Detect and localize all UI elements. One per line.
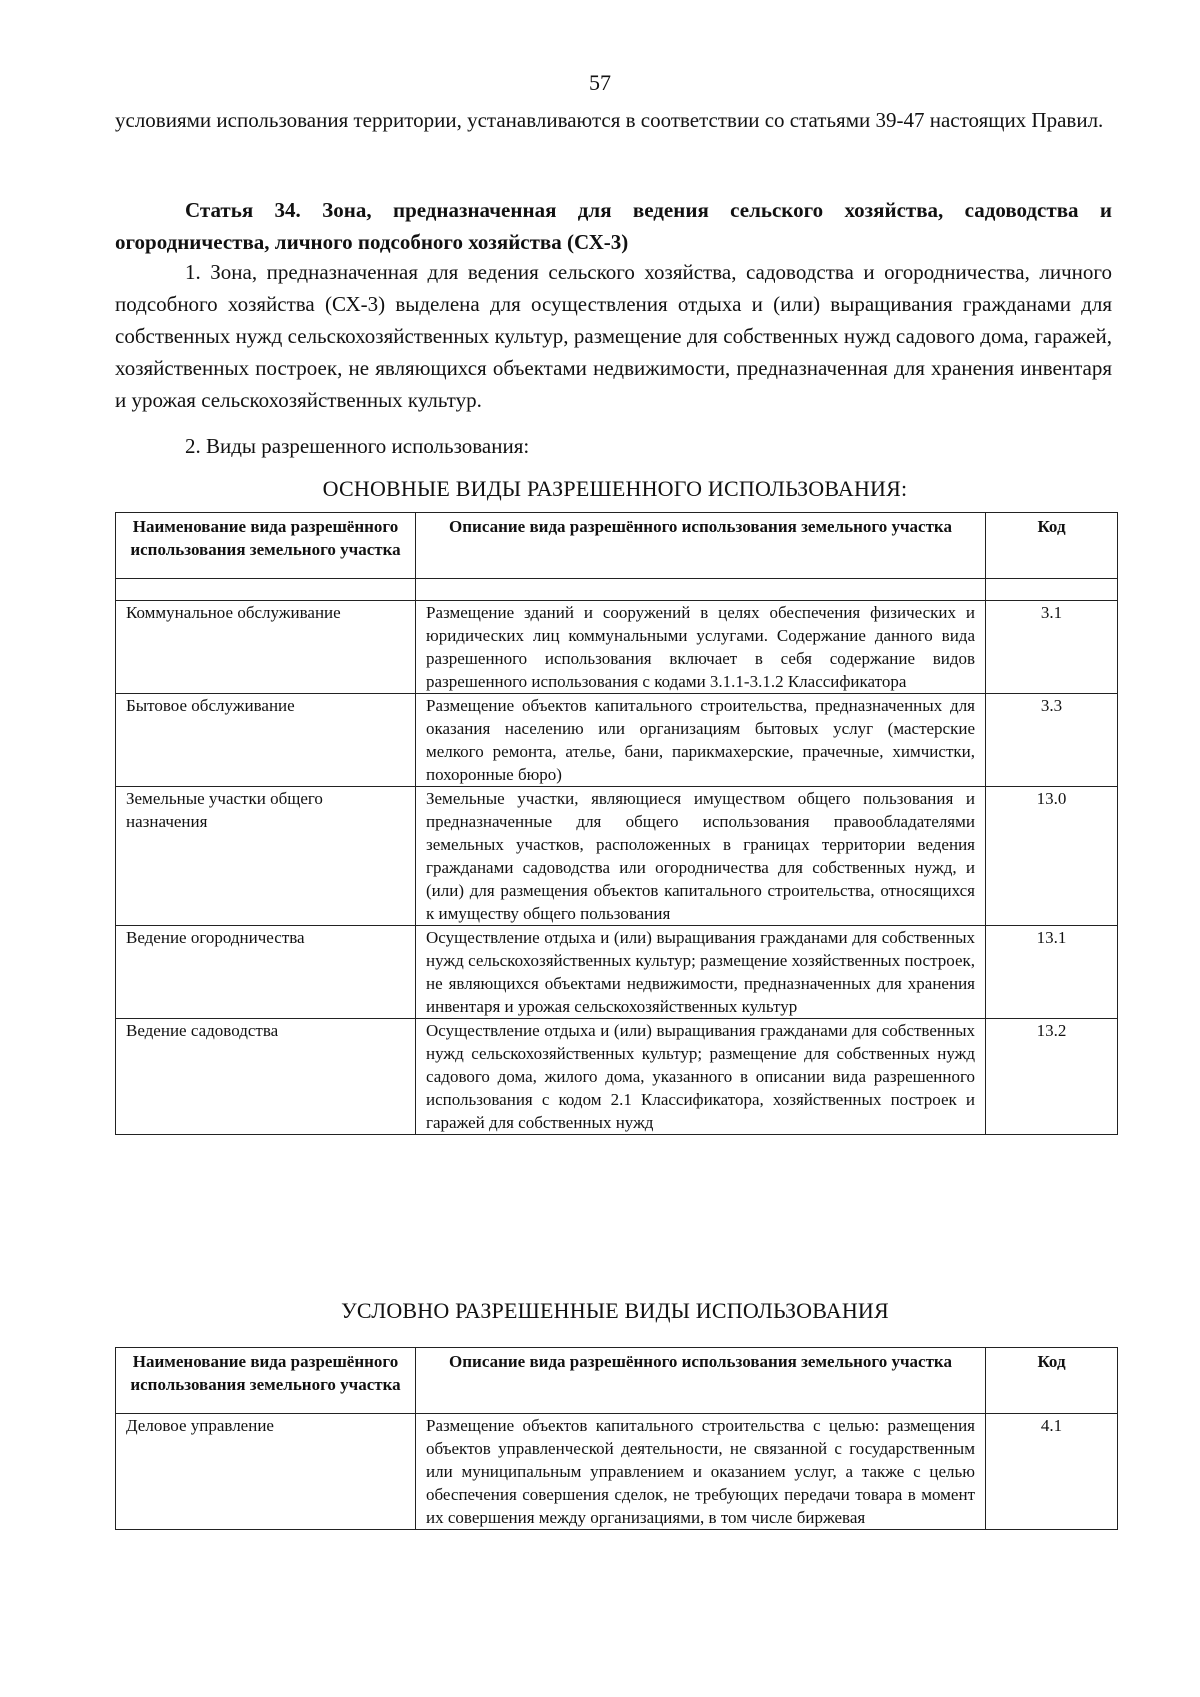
article-heading-text: Статья 34. Зона, предназначенная для ведения сельского хозяйства, садоводства и огородничества, личного подсобного хозяйства (СХ-3) — [115, 198, 1112, 254]
row-description: Размещение объектов капитального строительства, предназначенных для оказания населению или организациям бытовых услуг (мастерские мелкого ремонта, ателье, бани, парикмахерские, прачечные, химчистки, похоронные бюро) — [416, 694, 986, 787]
page-number: 57 — [589, 70, 611, 95]
article-heading — [115, 194, 1112, 258]
table-header-row — [116, 1348, 1118, 1414]
row-name: Деловое управление — [116, 1414, 416, 1530]
row-code: 4.1 — [986, 1414, 1118, 1530]
row-name: Ведение садоводства — [116, 1019, 416, 1135]
header-description: Описание вида разрешённого использования земельного участка — [416, 513, 986, 579]
row-name: Коммунальное обслуживание — [116, 601, 416, 694]
paragraph-1-text: 1. Зона, предназначенная для ведения сельского хозяйства, садоводства и огородничества, личного подсобного хозяйства (СХ-3) выделена для осуществления отдыха и (или) выращивания гражданами для собственных нужд сельскохозяйственных культур, размещение для собственных нужд садового дома, гаражей, хозяйственных построек, не являющихся объектами недвижимости, предназначенная для хранения инвентаря и урожая сельскохозяйственных культур. — [115, 260, 1112, 412]
table-empty-row — [116, 579, 1118, 601]
row-code: 3.3 — [986, 694, 1118, 787]
row-name: Земельные участки общего назначения — [116, 787, 416, 926]
main-uses-table — [115, 512, 1118, 1135]
row-name: Бытовое обслуживание — [116, 694, 416, 787]
table-row — [116, 694, 1118, 787]
row-description: Земельные участки, являющиеся имуществом общего пользования и предназначенные для общего использования правообладателями земельных участков, расположенных в границах территории ведения гражданами садоводства или огородничества для собственных нужд, и (или) для размещения объектов капитального строительства, относящихся к имуществу общего пользования — [416, 787, 986, 926]
table-row — [116, 926, 1118, 1019]
row-code: 13.0 — [986, 787, 1118, 926]
header-code: Код — [986, 513, 1118, 579]
row-code: 13.2 — [986, 1019, 1118, 1135]
conditional-uses-table — [115, 1347, 1118, 1530]
paragraph-2 — [115, 430, 1112, 462]
row-description: Осуществление отдыха и (или) выращивания гражданами для собственных нужд сельскохозяйственных культур; размещение хозяйственных построек, не являющихся объектами недвижимости, предназначенных для хранения инвентаря и урожая сельскохозяйственных культур — [416, 926, 986, 1019]
table-header-row — [116, 513, 1118, 579]
header-code: Код — [986, 1348, 1118, 1414]
table-row — [116, 787, 1118, 926]
table-row — [116, 1019, 1118, 1135]
header-name: Наименование вида разрешённого использования земельного участка — [116, 513, 416, 579]
conditional-table-caption: УСЛОВНО РАЗРЕШЕННЫЕ ВИДЫ ИСПОЛЬЗОВАНИЯ — [341, 1298, 889, 1323]
table-row — [116, 601, 1118, 694]
row-code: 13.1 — [986, 926, 1118, 1019]
row-description: Размещение зданий и сооружений в целях обеспечения физических и юридических лиц коммунальными услугами. Содержание данного вида разрешенного использования включает в себя содержание видов разрешенного использования с кодами 3.1.1-3.1.2 Классификатора — [416, 601, 986, 694]
paragraph-2-text: 2. Виды разрешенного использования: — [185, 434, 530, 458]
row-description: Осуществление отдыха и (или) выращивания гражданами для собственных нужд сельскохозяйственных культур; размещение для собственных нужд садового дома, жилого дома, указанного в описании вида разрешенного использования с кодом 2.1 Классификатора, хозяйственных построек и гаражей для собственных нужд — [416, 1019, 986, 1135]
row-description: Размещение объектов капитального строительства с целью: размещения объектов управленческой деятельности, не связанной с государственным или муниципальным управлением и оказанием услуг, а также с целью обеспечения совершения сделок, не требующих передачи товара в момент их совершения между организациями, в том числе биржевая — [416, 1414, 986, 1530]
paragraph-1 — [115, 256, 1112, 416]
table-row — [116, 1414, 1118, 1530]
row-name: Ведение огородничества — [116, 926, 416, 1019]
intro-paragraph: условиями использования территории, устанавливаются в соответствии со статьями 39-47 настоящих Правил. — [115, 108, 1104, 132]
header-description: Описание вида разрешённого использования земельного участка — [416, 1348, 986, 1414]
row-code: 3.1 — [986, 601, 1118, 694]
main-table-caption: ОСНОВНЫЕ ВИДЫ РАЗРЕШЕННОГО ИСПОЛЬЗОВАНИЯ: — [322, 476, 908, 501]
header-name: Наименование вида разрешённого использования земельного участка — [116, 1348, 416, 1414]
